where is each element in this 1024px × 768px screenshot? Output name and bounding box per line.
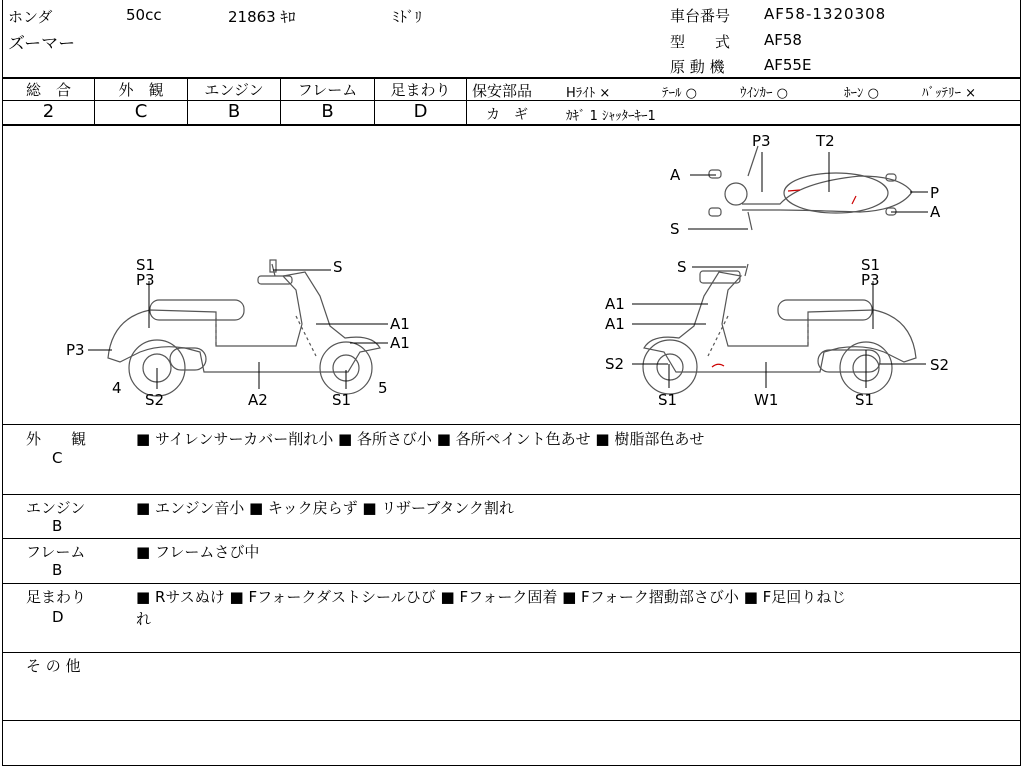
diagram-labels (66, 132, 949, 409)
type-label: 型 式 (670, 33, 731, 51)
grade-value-engine: B (227, 101, 241, 122)
right-label-s2-rear: S2 (930, 356, 950, 374)
left-label-5: 5 (378, 379, 388, 397)
safety-item-headlight: Hﾗｲﾄ × (566, 86, 611, 101)
remarks-divider (2, 538, 1021, 539)
headlight-mark: × (599, 86, 611, 101)
remark-grade-suspension: D (52, 608, 64, 626)
remark-text-frame: ■ フレームさび中 (136, 543, 260, 561)
grade-divider (466, 78, 467, 125)
left-label-a1-lower: A1 (390, 334, 410, 352)
key-label: カ ギ (486, 107, 528, 123)
grade-label-exterior: 外 観 (118, 81, 164, 99)
grade-value-exterior: C (134, 101, 148, 122)
grade-value-overall: 2 (42, 101, 55, 122)
safety-item-tail: ﾃｰﾙ ○ (662, 86, 697, 101)
grade-label-frame: フレーム (297, 81, 358, 99)
left-label-s2: S2 (145, 391, 165, 409)
left-label-4: 4 (112, 379, 122, 397)
left-label-a1-upper: A1 (390, 315, 410, 333)
remarks-top-border (2, 424, 1021, 425)
remark-grade-frame: B (52, 561, 63, 579)
right-label-s2-front: S2 (605, 355, 625, 373)
leader-lines (88, 152, 928, 389)
remark-category-suspension: 足まわり (26, 588, 87, 606)
key-value: ｶｷﾞ 1 ｼｬｯﾀｰｷｰ1 (566, 109, 656, 124)
top-label-a-front: A (670, 166, 681, 184)
safety-label: 保安部品 (472, 82, 533, 100)
battery-mark: × (965, 86, 977, 101)
remark-category-engine: エンジン (26, 499, 86, 517)
remark-category-exterior: 外 観 (26, 430, 87, 448)
left-label-s1: S1 (136, 256, 156, 274)
right-label-s1: S1 (861, 256, 881, 274)
top-label-t2: T2 (816, 132, 835, 150)
displacement: 50cc (126, 6, 162, 24)
remark-text-exterior: ■ サイレンサーカバー削れ小 ■ 各所さび小 ■ 各所ペイント色あせ ■ 樹脂部色あせ (136, 430, 705, 448)
top-view-scooter (709, 146, 912, 230)
maker: ホンダ (8, 8, 53, 26)
grade-label-overall: 総 合 (25, 81, 71, 99)
color: ﾐﾄﾞﾘ (392, 8, 423, 26)
right-label-s: S (677, 258, 687, 276)
remark-category-other: そ の 他 (26, 657, 81, 675)
grade-label-engine: エンジン (204, 81, 264, 99)
top-label-s: S (670, 220, 680, 238)
remark-text-engine: ■ エンジン音小 ■ キック戻らず ■ リザーブタンク割れ (136, 499, 514, 517)
grade-value-frame: B (321, 101, 334, 122)
remark-grade-exterior: C (52, 449, 63, 467)
left-label-s1-bottom: S1 (332, 391, 352, 409)
damage-marks (712, 190, 856, 367)
safety-item-horn: ﾎｰﾝ ○ (844, 86, 879, 101)
right-label-w1: W1 (754, 391, 779, 409)
engine-label: 原 動 機 (670, 58, 725, 76)
remark-grade-engine: B (52, 517, 63, 535)
remarks-divider (2, 494, 1021, 495)
remark-text-suspension-cont: れ (136, 610, 152, 628)
top-label-a-rear: A (930, 203, 941, 221)
grade-value-suspension: D (413, 101, 428, 122)
type-value: AF58 (764, 31, 802, 49)
remarks-divider (2, 652, 1021, 653)
grade-label-suspension: 足まわり (390, 81, 451, 99)
engine-value: AF55E (764, 56, 812, 74)
scooter-diagram (0, 126, 1024, 426)
remarks-divider (2, 720, 1021, 721)
right-label-s1-rear: S1 (855, 391, 875, 409)
right-label-s1-front: S1 (658, 391, 678, 409)
frame-no-label: 車台番号 (670, 7, 731, 25)
frame-no: AF58-1320308 (764, 5, 887, 23)
safety-item-winker: ｳｲﾝｶｰ ○ (740, 86, 788, 101)
left-label-a2: A2 (248, 391, 268, 409)
remarks-divider (2, 583, 1021, 584)
top-label-p: P (930, 184, 940, 202)
model-name: ズーマー (8, 34, 76, 54)
winker-mark: ○ (776, 86, 788, 101)
left-label-p3-top: P3 (136, 271, 155, 289)
horn-mark: ○ (867, 86, 879, 101)
remark-text-suspension: ■ Rサスぬけ ■ Fフォークダストシールひび ■ Fフォーク固着 ■ Fフォーク摺動部さび小 ■ F足回りねじ (136, 588, 847, 606)
remark-category-frame: フレーム (26, 543, 86, 561)
left-label-p3-rear: P3 (66, 341, 85, 359)
right-label-a1-lower: A1 (605, 315, 625, 333)
safety-item-battery: ﾊﾞｯﾃﾘｰ × (922, 86, 977, 101)
top-label-p3: P3 (752, 132, 771, 150)
tail-mark: ○ (685, 86, 697, 101)
mileage: 21863 ｷﾛ (228, 8, 296, 26)
right-label-p3: P3 (861, 271, 880, 289)
right-label-a1-upper: A1 (605, 295, 625, 313)
left-label-s: S (333, 258, 343, 276)
